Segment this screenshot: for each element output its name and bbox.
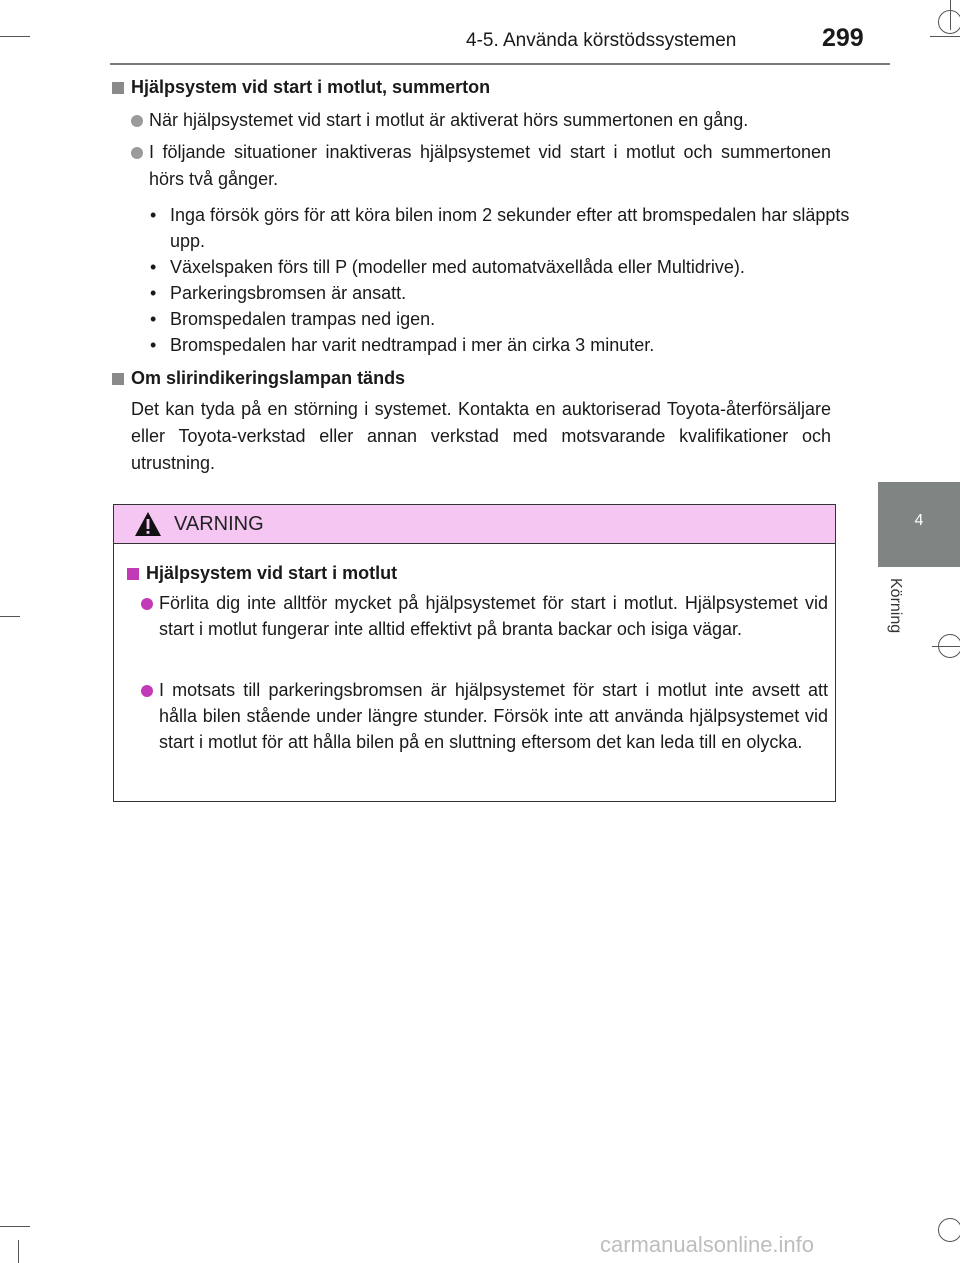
sub-item: • Inga försök görs för att köra bilen inom 2 sekunder efter att bromspedalen har släppts upp. <box>150 205 850 251</box>
bullet-text: I följande situationer inaktiveras hjälpsystemet vid start i motlut och summertonen hörs två gånger. <box>149 142 831 189</box>
sub-item: • Parkeringsbromsen är ansatt. <box>150 283 407 303</box>
sub-item: • Bromspedalen trampas ned igen. <box>150 309 436 329</box>
section-heading <box>112 368 405 389</box>
crop-mark <box>0 36 30 37</box>
footer-watermark: carmanualsonline.info <box>600 1232 815 1257</box>
round-bullet-icon <box>131 147 143 159</box>
sub-item: • Bromspedalen har varit nedtrampad i mer än cirka 3 minuter. <box>150 335 655 355</box>
registration-mark-icon <box>938 634 960 658</box>
warning-heading <box>127 563 397 584</box>
warning-bullet <box>141 677 828 755</box>
header-rule <box>110 63 890 65</box>
sub-item-text: Bromspedalen har varit nedtrampad i mer än cirka 3 minuter. <box>170 335 655 355</box>
crop-mark <box>0 616 20 617</box>
sub-item: • Växelspaken förs till P (modeller med automatväxellåda eller Multidrive). <box>150 257 745 277</box>
crop-mark <box>930 36 960 37</box>
round-bullet-icon <box>141 598 153 610</box>
warning-bullet-text: Förlita dig inte alltför mycket på hjälpsystemet för start i motlut. Hjälpsystemet vid start i motlut fungerar inte alltid effektivt på branta backar och isiga vägar. <box>159 593 828 639</box>
warning-header <box>114 505 835 544</box>
warning-label: VARNING <box>174 512 264 535</box>
header-section-title: 4-5. Använda körstödssystemen <box>466 30 737 51</box>
sub-item-text: Parkeringsbromsen är ansatt. <box>170 283 407 303</box>
chapter-tab <box>878 482 960 567</box>
section-heading-text: Om slirindikeringslampan tänds <box>131 368 406 388</box>
warning-box <box>113 504 836 802</box>
sub-item-text: Växelspaken förs till P (modeller med automatväxellåda eller Multidrive). <box>170 257 745 277</box>
section-paragraph: Det kan tyda på en störning i systemet. Kontakta en auktoriserad Toyota-återförsäljare eller Toyota-verkstad eller annan verkstad med motsvarande kvalifikationer och utrustning. <box>131 399 831 473</box>
section-heading-text: Hjälpsystem vid start i motlut, summerton <box>131 77 491 97</box>
registration-mark-icon <box>938 10 960 34</box>
square-bullet-icon <box>112 82 124 94</box>
section-heading <box>112 77 490 98</box>
chapter-number: 4 <box>914 512 924 529</box>
crop-mark <box>18 1240 19 1263</box>
chapter-label: Körning <box>887 578 904 634</box>
square-bullet-icon <box>112 373 124 385</box>
bullet-item <box>131 139 831 193</box>
sub-item-text: Inga försök görs för att köra bilen inom 2 sekunder efter att bromspedalen har släppts upp. <box>170 205 850 251</box>
sub-item-text: Bromspedalen trampas ned igen. <box>170 309 436 329</box>
warning-bullet-text: I motsats till parkeringsbromsen är hjälpsystemet för start i motlut inte avsett att hålla bilen stående under längre stunder. Försök inte att använda hjälpsystemet vid start i motlut för att hålla bilen på en sluttning eftersom det kan leda till en olycka. <box>159 680 828 752</box>
warning-triangle-icon <box>134 511 162 537</box>
bullet-item <box>131 107 831 134</box>
crop-mark <box>0 1226 30 1227</box>
page-number: 299 <box>822 24 864 52</box>
round-bullet-icon <box>131 115 143 127</box>
warning-bullet <box>141 590 828 642</box>
bullet-text: När hjälpsystemet vid start i motlut är aktiverat hörs summertonen en gång. <box>149 110 749 130</box>
registration-mark-icon <box>938 1218 960 1242</box>
round-bullet-icon <box>141 685 153 697</box>
square-bullet-icon <box>127 568 139 580</box>
warning-heading-text: Hjälpsystem vid start i motlut <box>146 563 398 583</box>
